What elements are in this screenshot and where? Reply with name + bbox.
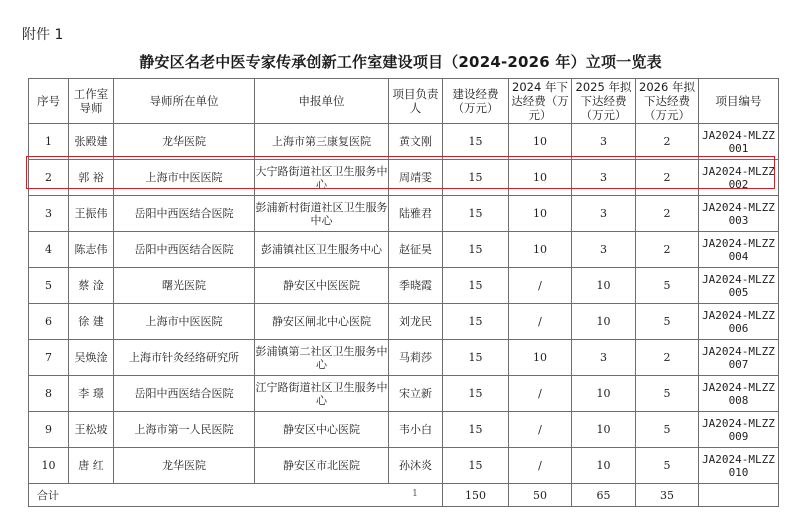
cell-construction-fee: 15 <box>443 124 509 160</box>
cell-project-code: JA2024-MLZZ 009 <box>699 412 779 448</box>
cell-fee-2026: 5 <box>636 304 699 340</box>
cell-project-code: JA2024-MLZZ 004 <box>699 232 779 268</box>
page-number: 1 <box>412 489 418 499</box>
header-fee-2025: 2025 年拟下达经费（万元） <box>572 79 636 124</box>
cell-mentor: 蔡 淦 <box>69 268 114 304</box>
table-row <box>29 124 779 160</box>
table-row <box>29 340 779 376</box>
cell-mentor: 唐 红 <box>69 448 114 484</box>
cell-fee-2024: 10 <box>509 340 572 376</box>
cell-applicant-unit: 江宁路街道社区卫生服务中心 <box>255 376 389 412</box>
table-row <box>29 160 779 196</box>
cell-fee-2024: 10 <box>509 196 572 232</box>
cell-mentor-unit: 曙光医院 <box>114 268 255 304</box>
cell-fee-2026: 5 <box>636 412 699 448</box>
cell-fee-2025: 10 <box>572 412 636 448</box>
cell-fee-2025: 10 <box>572 304 636 340</box>
cell-mentor: 李 璟 <box>69 376 114 412</box>
cell-applicant-unit: 上海市第三康复医院 <box>255 124 389 160</box>
cell-construction-fee: 15 <box>443 340 509 376</box>
table-row <box>29 196 779 232</box>
cell-mentor-unit: 岳阳中西医结合医院 <box>114 232 255 268</box>
header-construction-fee: 建设经费（万元） <box>443 79 509 124</box>
cell-construction-fee: 15 <box>443 304 509 340</box>
cell-construction-fee: 15 <box>443 412 509 448</box>
cell-leader: 陆雅君 <box>389 196 443 232</box>
cell-project-code: JA2024-MLZZ 005 <box>699 268 779 304</box>
cell-seq: 3 <box>29 196 69 232</box>
cell-seq: 4 <box>29 232 69 268</box>
cell-fee-2024: / <box>509 448 572 484</box>
cell-fee-2026: 2 <box>636 160 699 196</box>
cell-construction-fee: 15 <box>443 232 509 268</box>
cell-applicant-unit: 彭浦镇第二社区卫生服务中心 <box>255 340 389 376</box>
total-fee-2025: 65 <box>572 484 636 507</box>
cell-leader: 季晓霞 <box>389 268 443 304</box>
cell-mentor-unit: 上海市第一人民医院 <box>114 412 255 448</box>
cell-applicant-unit: 静安区闸北中心医院 <box>255 304 389 340</box>
cell-fee-2025: 3 <box>572 196 636 232</box>
cell-applicant-unit: 静安区市北医院 <box>255 448 389 484</box>
cell-applicant-unit: 彭浦镇社区卫生服务中心 <box>255 232 389 268</box>
cell-seq: 5 <box>29 268 69 304</box>
cell-fee-2024: 10 <box>509 232 572 268</box>
cell-project-code: JA2024-MLZZ 007 <box>699 340 779 376</box>
total-fee-2024: 50 <box>509 484 572 507</box>
cell-fee-2026: 2 <box>636 196 699 232</box>
header-seq: 序号 <box>29 79 69 124</box>
cell-applicant-unit: 静安区中心医院 <box>255 412 389 448</box>
cell-seq: 10 <box>29 448 69 484</box>
cell-construction-fee: 15 <box>443 376 509 412</box>
header-applicant-unit: 申报单位 <box>255 79 389 124</box>
cell-construction-fee: 15 <box>443 268 509 304</box>
header-fee-2026: 2026 年拟下达经费（万元） <box>636 79 699 124</box>
cell-leader: 韦小白 <box>389 412 443 448</box>
cell-project-code: JA2024-MLZZ 010 <box>699 448 779 484</box>
cell-fee-2026: 2 <box>636 124 699 160</box>
cell-project-code: JA2024-MLZZ 002 <box>699 160 779 196</box>
cell-project-code: JA2024-MLZZ 001 <box>699 124 779 160</box>
cell-fee-2025: 3 <box>572 340 636 376</box>
cell-seq: 1 <box>29 124 69 160</box>
cell-fee-2025: 10 <box>572 376 636 412</box>
cell-leader: 周靖雯 <box>389 160 443 196</box>
cell-fee-2025: 3 <box>572 160 636 196</box>
cell-fee-2024: 10 <box>509 160 572 196</box>
cell-fee-2024: / <box>509 412 572 448</box>
cell-project-code: JA2024-MLZZ 006 <box>699 304 779 340</box>
cell-project-code: JA2024-MLZZ 003 <box>699 196 779 232</box>
cell-mentor: 吴焕淦 <box>69 340 114 376</box>
table-row <box>29 412 779 448</box>
cell-fee-2025: 3 <box>572 232 636 268</box>
cell-fee-2026: 2 <box>636 232 699 268</box>
table-header-row <box>29 79 779 124</box>
cell-mentor-unit: 龙华医院 <box>114 448 255 484</box>
cell-fee-2025: 3 <box>572 124 636 160</box>
cell-mentor-unit: 岳阳中西医结合医院 <box>114 196 255 232</box>
table-row <box>29 448 779 484</box>
cell-fee-2026: 5 <box>636 448 699 484</box>
cell-applicant-unit: 静安区中医医院 <box>255 268 389 304</box>
cell-fee-2025: 10 <box>572 268 636 304</box>
cell-mentor-unit: 上海市中医医院 <box>114 160 255 196</box>
header-leader: 项目负责人 <box>389 79 443 124</box>
cell-mentor-unit: 龙华医院 <box>114 124 255 160</box>
cell-leader: 黄文刚 <box>389 124 443 160</box>
project-table <box>28 78 779 507</box>
cell-fee-2024: / <box>509 268 572 304</box>
cell-mentor: 郭 裕 <box>69 160 114 196</box>
cell-leader: 孙沐炎 <box>389 448 443 484</box>
cell-leader: 宋立新 <box>389 376 443 412</box>
cell-construction-fee: 15 <box>443 160 509 196</box>
cell-mentor-unit: 上海市针灸经络研究所 <box>114 340 255 376</box>
table-row <box>29 268 779 304</box>
cell-mentor: 王振伟 <box>69 196 114 232</box>
cell-leader: 刘龙民 <box>389 304 443 340</box>
cell-mentor: 张殿建 <box>69 124 114 160</box>
cell-leader: 赵征昊 <box>389 232 443 268</box>
cell-fee-2026: 5 <box>636 376 699 412</box>
table-row <box>29 304 779 340</box>
table-row <box>29 232 779 268</box>
cell-fee-2024: / <box>509 304 572 340</box>
cell-applicant-unit: 大宁路街道社区卫生服务中心 <box>255 160 389 196</box>
cell-applicant-unit: 彭浦新村街道社区卫生服务中心 <box>255 196 389 232</box>
cell-leader: 马莉莎 <box>389 340 443 376</box>
cell-fee-2026: 5 <box>636 268 699 304</box>
attachment-label: 附件 1 <box>22 27 64 43</box>
header-mentor-unit: 导师所在单位 <box>114 79 255 124</box>
cell-mentor: 徐 建 <box>69 304 114 340</box>
cell-fee-2025: 10 <box>572 448 636 484</box>
header-project-code: 项目编号 <box>699 79 779 124</box>
document-title: 静安区名老中医专家传承创新工作室建设项目（2024-2026 年）立项一览表 <box>139 53 662 71</box>
cell-project-code: JA2024-MLZZ 008 <box>699 376 779 412</box>
cell-mentor: 陈志伟 <box>69 232 114 268</box>
header-mentor: 工作室导师 <box>69 79 114 124</box>
cell-fee-2024: / <box>509 376 572 412</box>
cell-fee-2024: 10 <box>509 124 572 160</box>
cell-seq: 9 <box>29 412 69 448</box>
cell-seq: 7 <box>29 340 69 376</box>
cell-construction-fee: 15 <box>443 448 509 484</box>
cell-construction-fee: 15 <box>443 196 509 232</box>
total-label: 合计 <box>29 484 443 507</box>
total-fee-2026: 35 <box>636 484 699 507</box>
table-row <box>29 376 779 412</box>
cell-mentor-unit: 岳阳中西医结合医院 <box>114 376 255 412</box>
cell-seq: 6 <box>29 304 69 340</box>
cell-seq: 8 <box>29 376 69 412</box>
total-construction-fee: 150 <box>443 484 509 507</box>
cell-mentor-unit: 上海市中医医院 <box>114 304 255 340</box>
cell-mentor: 王松坡 <box>69 412 114 448</box>
cell-seq: 2 <box>29 160 69 196</box>
header-fee-2024: 2024 年下达经费（万元） <box>509 79 572 124</box>
cell-fee-2026: 2 <box>636 340 699 376</box>
